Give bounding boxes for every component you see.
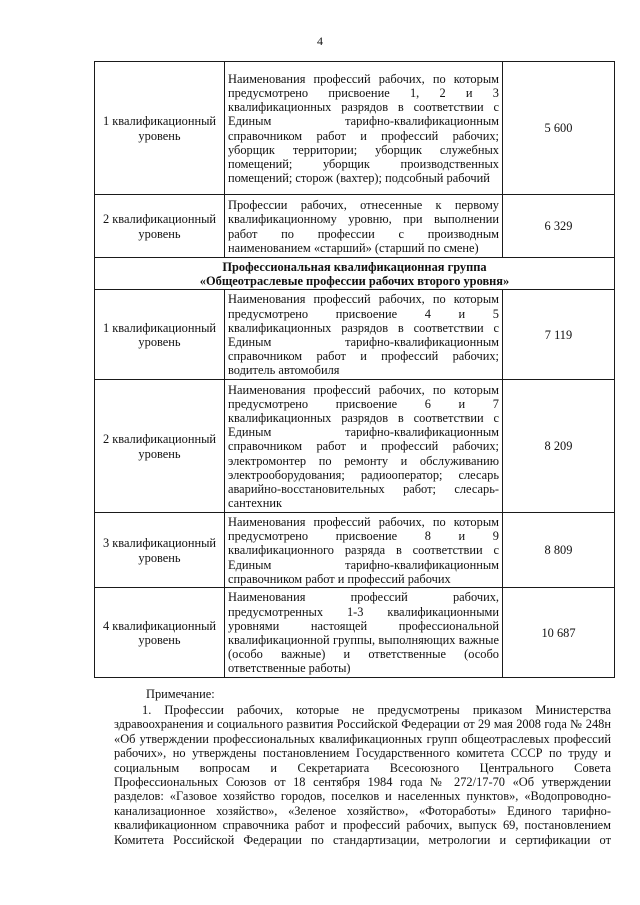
qualification-level-cell: 2 квалификационный уровень [95,195,225,258]
table-row [95,513,615,588]
qualification-level-cell: 1 квалификационный уровень [95,290,225,380]
group-title-line: Профессиональная квалификационная группа [222,259,487,274]
table-row [95,588,615,678]
professions-description-cell: Наименования профессий рабочих, по которым предусмотрено присвоение 6 и 7 квалификационных разрядов в соответствии с Единым тарифно-квалификационным справочником работ и профессий рабочих; электромонтер по ремонту и обслуживанию электрооборудования; радиооператор; слесарь аварийно-восстановительных работ; слесарь-сантехник [225,380,503,513]
group-header-row [95,258,615,290]
qualification-level-cell: 1 квалификационный уровень [95,62,225,195]
salary-cell: 8 209 [503,380,615,513]
professions-description-cell: Наименования профессий рабочих, по которым предусмотрено присвоение 4 и 5 квалификационных разрядов в соответствии с Единым тарифно-квалификационным справочником работ и профессий рабочих; водитель автомобиля [225,290,503,380]
table-row [95,380,615,513]
qualification-table [94,61,615,678]
professions-description-cell: Профессии рабочих, отнесенные к первому квалификационному уровню, при выполнении работ по профессии с производным наименованием «старший» (старший по смене) [225,195,503,258]
qualification-group-title [95,258,615,290]
note-title: Примечание: [146,687,215,701]
table-row [95,290,615,380]
salary-cell: 7 119 [503,290,615,380]
group-title-line: «Общеотраслевые профессии рабочих второго уровня» [199,274,510,288]
table-row [95,62,615,195]
table-row [95,195,615,258]
professions-description-cell: Наименования профессий рабочих, по которым предусмотрено присвоение 1, 2 и 3 квалификационных разрядов в соответствии с Единым тарифно-квалификационным справочником работ и профессий рабочих; уборщик территории; уборщик служебных помещений; уборщик производственных помещений; сторож (вахтер); подсобный рабочий [225,62,503,195]
qualification-level-cell: 3 квалификационный уровень [95,513,225,588]
salary-cell: 10 687 [503,588,615,678]
salary-cell: 8 809 [503,513,615,588]
qualification-level-cell: 2 квалификационный уровень [95,380,225,513]
professions-description-cell: Наименования профессий рабочих, по которым предусмотрено присвоение 8 и 9 квалификационного разряда в соответствии с Единым тарифно-квалификационным справочником работ и профессий рабочих [225,513,503,588]
note-paragraph: 1. Профессии рабочих, которые не предусмотрены приказом Министерства здравоохранения и социального развития Российской Федерации от 29 мая 2008 года № 248н «Об утверждении профессиональных квалификационных групп общеотраслевых профессий рабочих», но утверждены постановлением Государственного комитета СССР по труду и социальным вопросам и Секретариата Всесоюзного Центрального Совета Профессиональных Союзов от 18 сентября 1984 года № 272/17-70 «Об утверждении разделов: «Газовое хозяйство городов, поселков и населенных пунктов», «Водопроводно-канализационное хозяйство», «Зеленое хозяйство», «Фотоработы» Единого тарифно-квалификационном справочника работ и профессий рабочих, выпуск 69, постановлением Комитета Российской Федерации по стандартизации, метрологии и сертификации от [114,703,611,847]
qualification-level-cell: 4 квалификационный уровень [95,588,225,678]
salary-cell: 5 600 [503,62,615,195]
salary-cell: 6 329 [503,195,615,258]
page-number: 4 [317,34,323,48]
professions-description-cell: Наименования профессий рабочих, предусмотренных 1-3 квалификационными уровнями настоящей профессиональной квалификационной группы, выполняющих важные (особо важные) и ответственные (особо ответственные работы) [225,588,503,678]
